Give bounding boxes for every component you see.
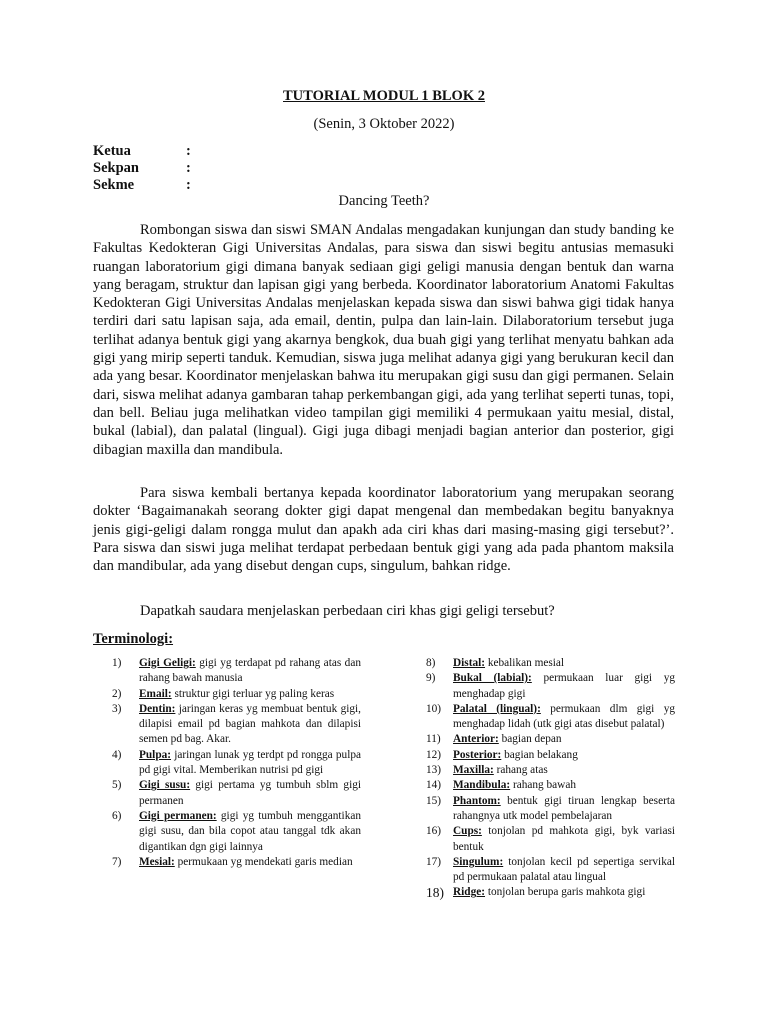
scenario-question: Dapatkah saudara menjelaskan perbedaan ciri khas gigi geligi tersebut? <box>140 603 555 619</box>
role-sekme <box>93 177 191 194</box>
terminology-item: 8) Distal: kebalikan mesial <box>426 657 565 669</box>
terminology-item: 17) Singulum: tonjolan kecil pd sepertiga servikal pd permukaan palatal atau lingual <box>426 855 675 884</box>
terminology-item: 2) Email: struktur gigi terluar yg paling keras <box>112 687 335 700</box>
role-list <box>93 143 191 194</box>
terminology-list-right <box>426 656 675 901</box>
document-title: TUTORIAL MODUL 1 BLOK 2 <box>283 88 485 104</box>
terminology-item: 13) Maxilla: rahang atas <box>426 764 548 777</box>
terminology-item: 5) Gigi susu: gigi pertama yg tumbuh sblm gigi permanen <box>112 779 361 807</box>
terminology-item: 15) Phantom: bentuk gigi tiruan lengkap beserta rahangnya utk model pembelajaran <box>426 794 675 822</box>
terminology-item: 18) Ridge: tonjolan berupa garis mahkota gigi <box>426 885 646 901</box>
terminology-item: 12) Posterior: bagian belakang <box>426 748 578 761</box>
scenario-paragraph-1: Rombongan siswa dan siswi SMAN Andalas mengadakan kunjungan dan study banding ke Fakultas Kedokteran Gigi Universitas Andalas, para siswa dan siswi begitu antusias memasuki ruangan laboratorium gigi dimana banyak sediaan gigi geligi manusia dengan bentuk dan warna yang beragam, struktur dan lapisan gigi yang berbeda. Koordinator laboratorium Anatomi Fakultas Kedokteran Gigi Universitas Andalas menjelaskan kepada siswa dan siswi bahwa gigi tidak hanya terdiri dari satu lapisan saja, ada email, dentin, pulpa dan lain-lain. Dilaboratorium tersebut juga terlihat adanya bentuk gigi yang akarnya bengkok, dua buah gigi yang terlihat menyatu bahkan ada gigi yang mirip seperti tanduk. Kemudian, siswa juga melihat adanya gigi yang berukuran kecil dan ada yang besar. Koordinator menjelaskan bahwa itu merupakan gigi susu dan gigi permanen. Selain dari, siswa melihat adanya gambaran tahap perkembangan gigi, ada yang terlihat seperti tunas, topi, dan bell. Beliau juga melihatkan video tampilan gigi memiliki 4 permukaan yaitu mesial, distal, bukal (labial), dan palatal (lingual). Gigi juga dibagi menjadi bagian anterior dan posterior, gigi dibagian maxilla dan mandibula. <box>93 222 674 458</box>
document-date: (Senin, 3 Oktober 2022) <box>313 116 455 132</box>
terminology-item: 14) Mandibula: rahang bawah <box>426 779 577 792</box>
terminology-item: 1) Gigi Geligi: gigi yg terdapat pd rahang atas dan rahang bawah manusia <box>112 657 361 685</box>
role-separator: : <box>186 160 191 176</box>
role-separator: : <box>186 143 191 159</box>
terminology-item: 3) Dentin: jaringan keras yg membuat bentuk gigi, dilapisi email pd bagian mahkota dan dilapisi semen pd bag. Akar. <box>112 702 361 746</box>
role-label: Sekme <box>93 177 135 193</box>
scenario-title: Dancing Teeth? <box>338 193 430 209</box>
terminology-item: 10) Palatal (lingual): permukaan dlm gigi yg menghadap lidah (utk gigi atas disebut palatal) <box>426 702 675 731</box>
role-sekpan <box>93 160 191 177</box>
role-label: Ketua <box>93 143 131 159</box>
terminology-item: 4) Pulpa: jaringan lunak yg terdpt pd rongga pulpa pd gigi vital. Memberikan nutrisi pd gigi <box>112 748 361 777</box>
terminology-item: 7) Mesial: permukaan yg mendekati garis median <box>112 855 353 868</box>
role-label: Sekpan <box>93 160 139 176</box>
role-separator: : <box>186 177 191 193</box>
terminology-item: 16) Cups: tonjolan pd mahkota gigi, byk variasi bentuk <box>426 825 675 853</box>
terminology-list-left <box>112 656 361 870</box>
terminology-item: 9) Bukal (labial): permukaan luar gigi yg menghadap gigi <box>426 672 675 700</box>
terminology-item: 11) Anterior: bagian depan <box>426 733 562 746</box>
role-ketua <box>93 143 191 160</box>
terminology-heading: Terminologi: <box>93 631 174 647</box>
terminology-item: 6) Gigi permanen: gigi yg tumbuh menggantikan gigi susu, dan bila copot atau tanggal tdk akan digantikan dgn gigi lainnya <box>112 809 362 853</box>
scenario-paragraph-2: Para siswa kembali bertanya kepada koordinator laboratorium yang merupakan seorang dokter ‘Bagaimanakah seorang dokter gigi dapat mengenal dan membedakan begitu banyaknya jenis gigi-geligi dalam rongga mulut dan apakh ada ciri khas dari masing-masing gigi tersebut?’. Para siswa dan siswi juga melihat terdapat perbedaan bentuk gigi yang ada pada phantom maksila dan mandibular, ada yang disebut dengan cups, singulum, bahkan ridge. <box>93 485 674 575</box>
